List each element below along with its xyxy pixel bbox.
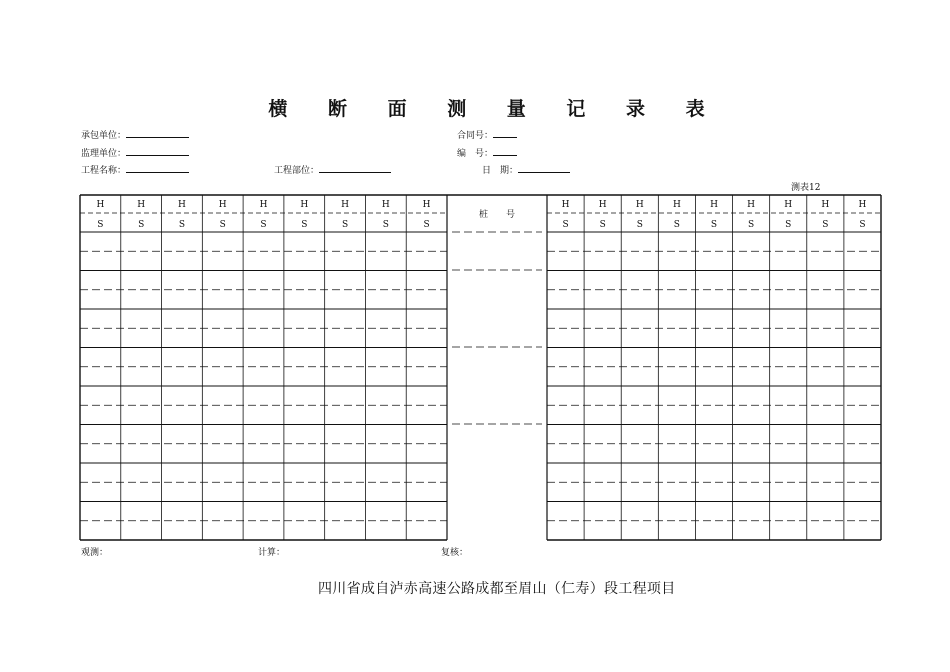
header-s-left: S (219, 220, 226, 230)
header-s-right: S (599, 220, 606, 230)
contractor-label: 承包单位： (81, 131, 127, 141)
project-part-label: 工程部位： (274, 166, 320, 176)
header-s-left: S (382, 220, 389, 230)
header-h-left: H (96, 200, 105, 210)
header-s-left: S (138, 220, 145, 230)
signature-calculator: 计算： (258, 548, 286, 558)
header-s-right: S (748, 220, 755, 230)
header-h-left: H (341, 200, 349, 210)
header-s-right: S (673, 220, 680, 230)
contract-no-label: 合同号： (457, 131, 494, 141)
project-name-label: 工程名称： (81, 166, 127, 176)
form-title: 横 断 面 测 量 记 录 表 (268, 98, 722, 120)
header-h-left: H (137, 200, 146, 210)
header-s-right: S (859, 220, 866, 230)
header-s-left: S (423, 220, 430, 230)
form-code: 测表12 (791, 183, 821, 193)
header-h-right: H (561, 200, 570, 210)
header-h-right: H (710, 200, 718, 210)
supervisor-label: 监理单位： (81, 149, 127, 159)
header-s-left: S (301, 220, 308, 230)
signature-observer: 观测： (81, 548, 109, 558)
header-s-right: S (636, 220, 643, 230)
header-h-right: H (635, 200, 644, 210)
header-s-right: S (785, 220, 792, 230)
header-h-right: H (747, 200, 756, 210)
date-label: 日 期： (482, 166, 519, 176)
header-station: 桩 号 (478, 210, 516, 220)
header-h-left: H (259, 200, 268, 210)
project-name-footer: 四川省成自泸赤高速公路成都至眉山（仁寿）段工程项目 (318, 581, 676, 597)
signature-reviewer: 复核： (441, 548, 469, 558)
header-h-left: H (422, 200, 431, 210)
header-s-right: S (562, 220, 569, 230)
header-h-left: H (381, 200, 390, 210)
header-h-right: H (784, 200, 793, 210)
header-s-right: S (822, 220, 829, 230)
header-h-right: H (598, 200, 607, 210)
header-s-left: S (178, 220, 186, 230)
header-s-right: S (710, 220, 718, 230)
header-h-left: H (218, 200, 227, 210)
header-s-left: S (260, 220, 267, 230)
header-s-left: S (341, 220, 349, 230)
serial-no-label: 编 号： (457, 149, 494, 159)
header-h-right: H (672, 200, 681, 210)
header-h-right: H (821, 200, 830, 210)
header-h-right: H (858, 200, 867, 210)
header-h-left: H (178, 200, 186, 210)
header-s-left: S (97, 220, 104, 230)
header-h-left: H (300, 200, 309, 210)
